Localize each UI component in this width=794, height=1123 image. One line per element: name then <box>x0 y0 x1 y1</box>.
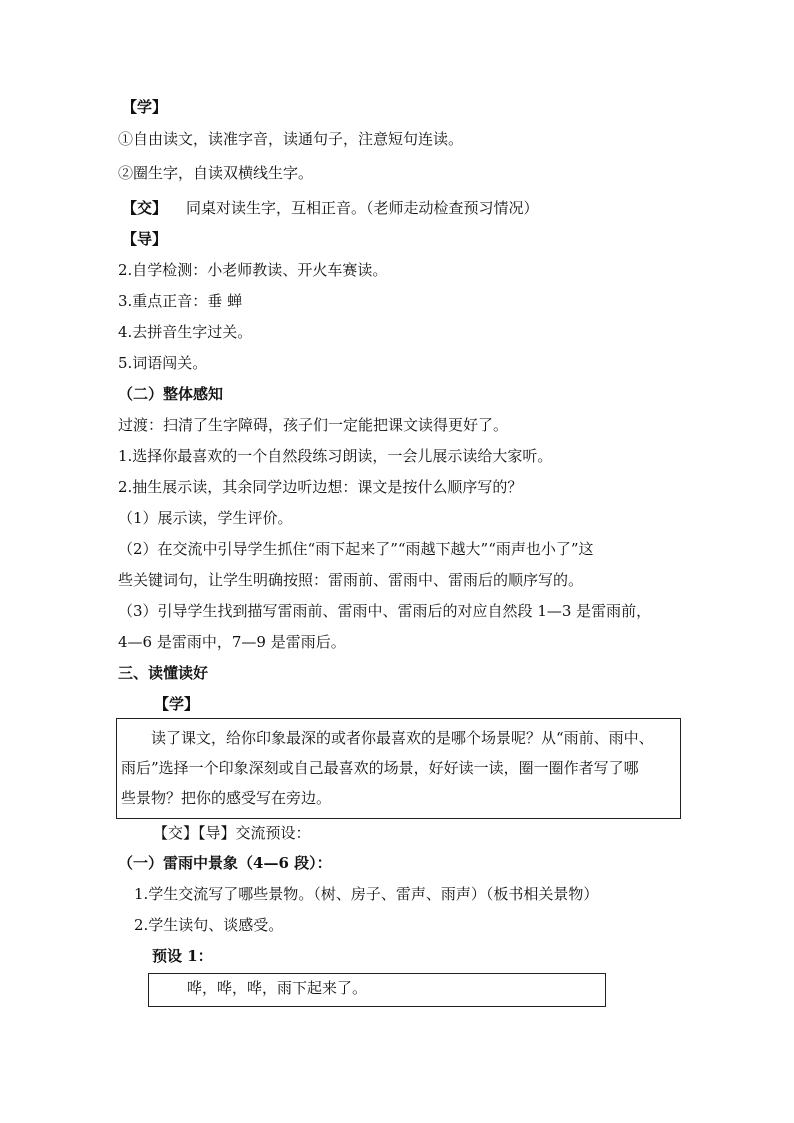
paragraph-line: 4—6 是雷雨中，7—9 是雷雨后。 <box>118 633 346 651</box>
paragraph-line: 2.学生读句、谈感受。 <box>134 916 284 934</box>
section-label-dao: 【导】 <box>122 230 168 248</box>
paragraph-line: ①自由读文，读准字音，读通句子，注意短句连读。 <box>118 130 464 148</box>
paragraph-line: 2.自学检测：小老师教读、开火车赛读。 <box>118 261 388 279</box>
paragraph-line: 同桌对读生字，互相正音。（老师走动检查预习情况） <box>186 199 539 217</box>
paragraph-line: ②圈生字，自读双横线生字。 <box>118 164 314 182</box>
section-heading: 三、读懂读好 <box>118 664 209 682</box>
paragraph-line: 5.词语闯关。 <box>118 354 208 372</box>
section-label-xue: 【学】 <box>154 695 200 713</box>
paragraph-line: （1）展示读，学生评价。 <box>118 509 293 527</box>
paragraph-line: 过渡：扫清了生字障碍，孩子们一定能把课文读得更好了。 <box>118 416 509 434</box>
paragraph-line: 4.去拼音生字过关。 <box>118 323 253 341</box>
box-line: 雨后”选择一个印象深刻或自己最喜欢的场景，好好读一读，圈一圈作者写了哪 <box>121 759 639 777</box>
preset-label: 预设 1： <box>152 947 213 965</box>
section-label-xue: 【学】 <box>122 98 168 116</box>
paragraph-line: 【交】【导】交流预设： <box>153 824 311 842</box>
paragraph-line: 1.选择你最喜欢的一个自然段练习朗读，一会儿展示读给大家听。 <box>118 447 553 465</box>
paragraph-line: 2.抽生展示读，其余同学边听边想：课文是按什么顺序写的？ <box>118 478 523 496</box>
quote-box <box>148 973 606 1007</box>
task-box <box>116 718 681 819</box>
box-line: 哗，哗，哗，雨下起来了。 <box>187 979 368 997</box>
box-line: 些景物？把你的感受写在旁边。 <box>121 789 332 807</box>
paragraph-line: 3.重点正音：垂 蝉 <box>118 292 243 310</box>
paragraph-line: 些关键词句，让学生明确按照：雷雨前、雷雨中、雷雨后的顺序写的。 <box>118 571 584 589</box>
paragraph-line: （3）引导学生找到描写雷雨前、雷雨中、雷雨后的对应自然段 1—3 是雷雨前， <box>118 602 652 620</box>
section-label-jiao: 【交】 <box>122 199 168 217</box>
paragraph-line: 1.学生交流写了哪些景物。（树、房子、雷声、雨声）（板书相关景物） <box>134 885 599 903</box>
subsection-heading: （一）雷雨中景象（4—6 段）： <box>118 854 332 872</box>
box-line: 读了课文，给你印象最深的或者你最喜欢的是哪个场景呢？从“雨前、雨中、 <box>151 729 654 747</box>
section-heading: （二）整体感知 <box>118 385 224 403</box>
paragraph-line: （2）在交流中引导学生抓住“雨下起来了”“雨越下越大”“雨声也小了”这 <box>118 540 594 558</box>
